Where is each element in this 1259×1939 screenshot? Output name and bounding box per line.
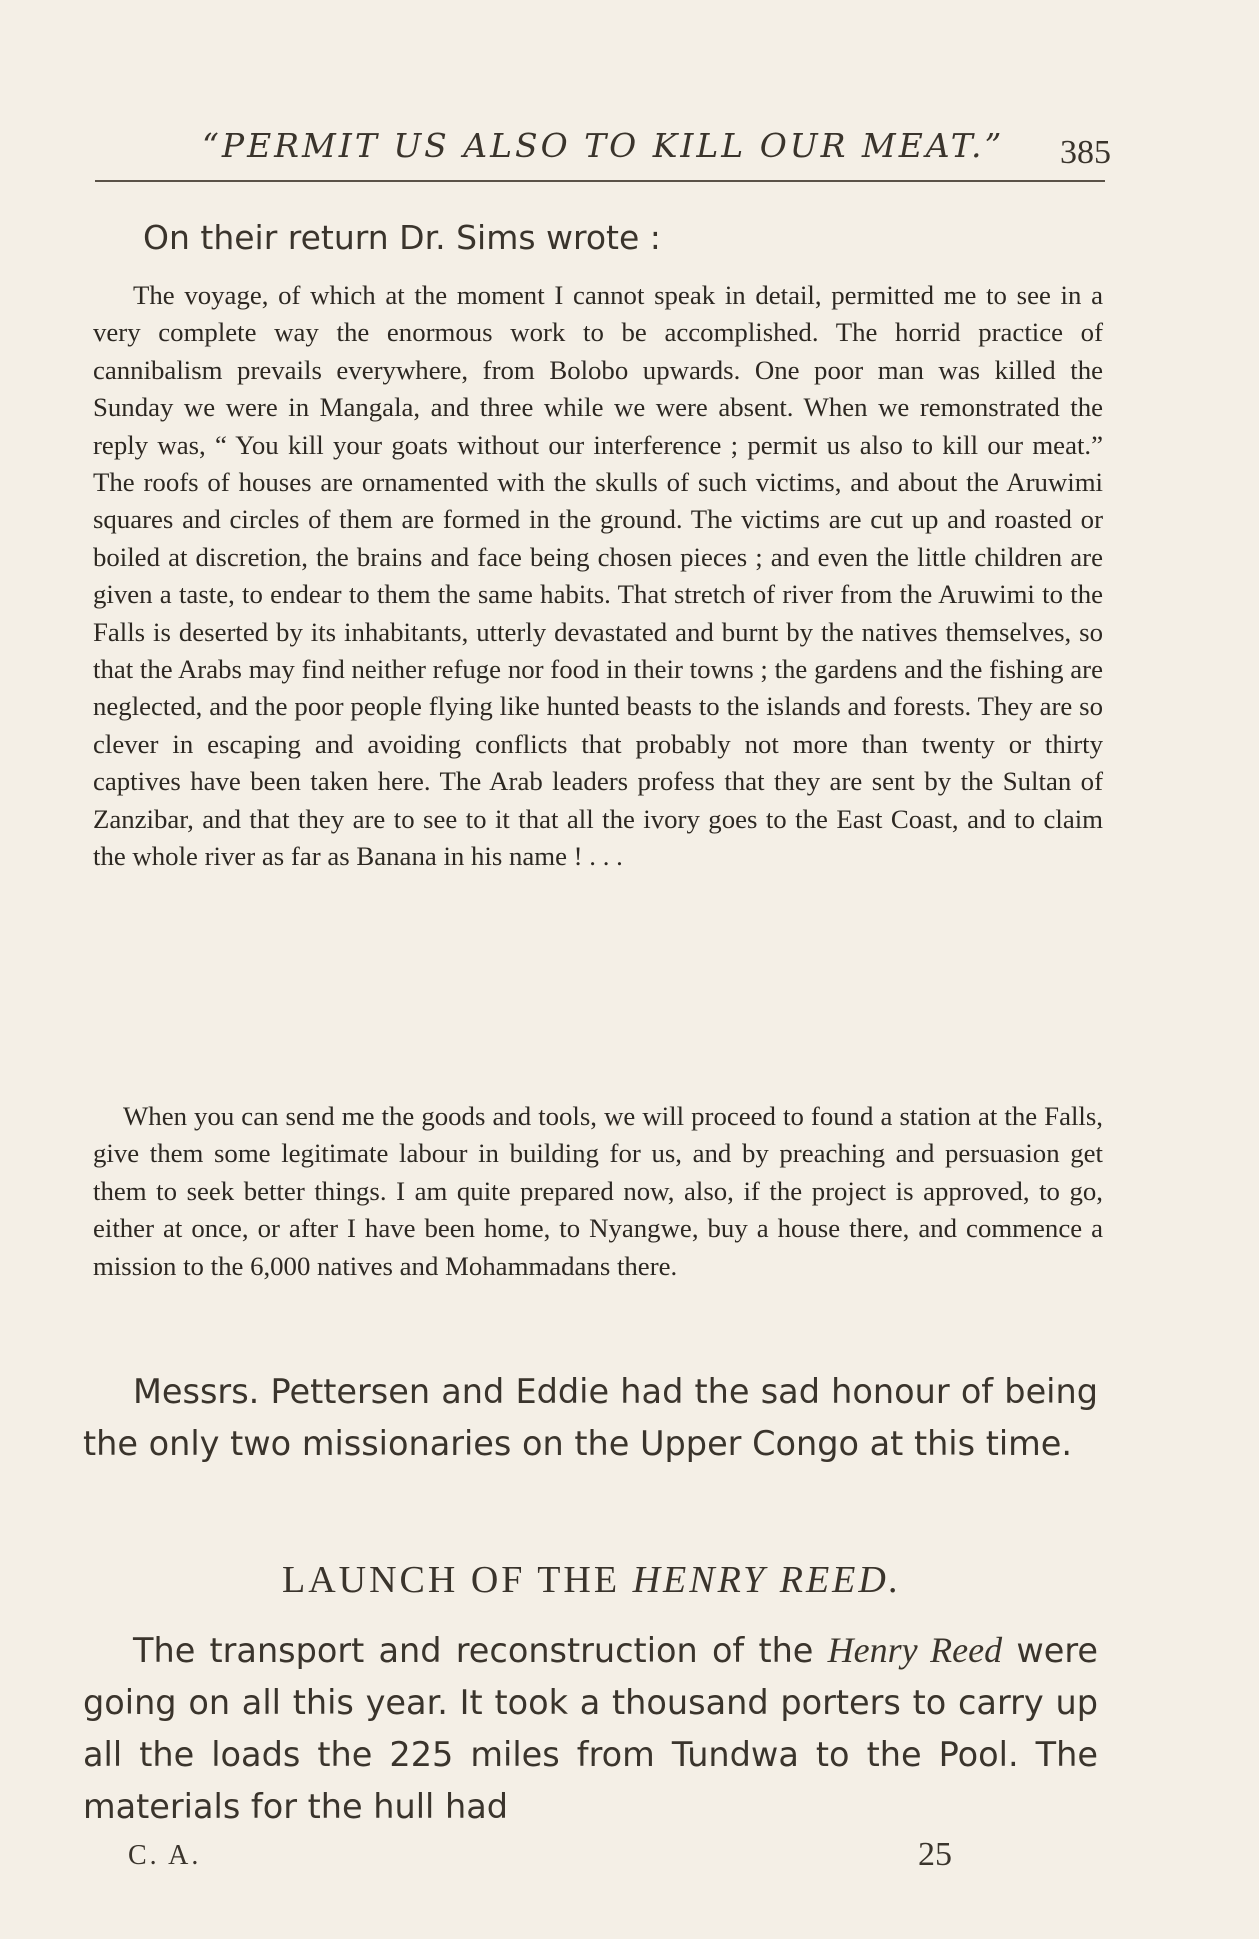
body-paragraph-2 — [83, 1624, 1098, 1833]
sheet-number: 25 — [918, 1836, 952, 1873]
running-title: “PERMIT US ALSO TO KILL OUR MEAT.” — [202, 126, 1005, 165]
body-paragraph-2-start: The transport and reconstruction of the — [133, 1631, 828, 1670]
section-heading-ship-name: HENRY REED. — [632, 1559, 902, 1601]
quoted-letter-paragraph-1: The voyage, of which at the moment I cannot speak in detail, permitted me to see in a very complete way the enormous work to be accomplished. The horrid practice of cannibalism prevails everywhere, from Bolobo upwards. One poor man was killed the Sunday we were in Mangala, and three while we were absent. When we remonstrated the reply was, “ You kill your goats without our interference ; permit us also to kill our meat.” The roofs of houses are ornamented with the skulls of such victims, and about the Aruwimi squares and circles of them are formed in the ground. The victims are cut up and roasted or boiled at discretion, the brains and face being chosen pieces ; and even the little children are given a taste, to endear to them the same habits. That stretch of river from the Aruwimi to the Falls is deserted by its inhabitants, utterly devastated and burnt by the natives themselves, so that the Arabs may find neither refuge nor food in their towns ; the gardens and the fishing are neglected, and the poor people flying like hunted beasts to the islands and forests. They are so clever in escaping and avoiding conflicts that probably not more than twenty or thirty captives have been taken here. The Arab leaders profess that they are sent by the Sultan of Zanzibar, and that they are to see to it that all the ivory goes to the East Coast, and to claim the whole river as far as Banana in his name ! . . . — [93, 280, 1103, 872]
running-head — [90, 118, 1110, 178]
signature-mark: C. A. — [128, 1840, 202, 1871]
body-paragraph-2-ship-name: Henry Reed — [827, 1630, 1003, 1670]
body-paragraph-2-end: were going on all this year. It took a thousand porters to carry up all the loads the 225 miles from Tundwa to the Pool. The materials for the hull had — [83, 1631, 1098, 1826]
quoted-letter-paragraph-2: When you can send me the goods and tools, we will proceed to found a station at the Falls, give them some legitimate labour in building for us, and by preaching and persuasion get them to seek better things. I am quite prepared now, also, if the project is approved, to go, either at once, or after I have been home, to Nyangwe, buy a house there, and commence a mission to the 6,000 natives and Mohammadans there. — [93, 1101, 1103, 1281]
body-paragraph-1: Messrs. Pettersen and Eddie had the sad honour of being the only two missionaries on the Upper Congo at this time. — [83, 1372, 1098, 1463]
header-rule — [95, 180, 1105, 182]
intro-line: On their return Dr. Sims wrote : — [143, 218, 661, 257]
page-number: 385 — [1060, 134, 1111, 171]
section-heading-prefix: LAUNCH OF THE — [282, 1559, 633, 1601]
section-heading — [282, 1558, 901, 1602]
